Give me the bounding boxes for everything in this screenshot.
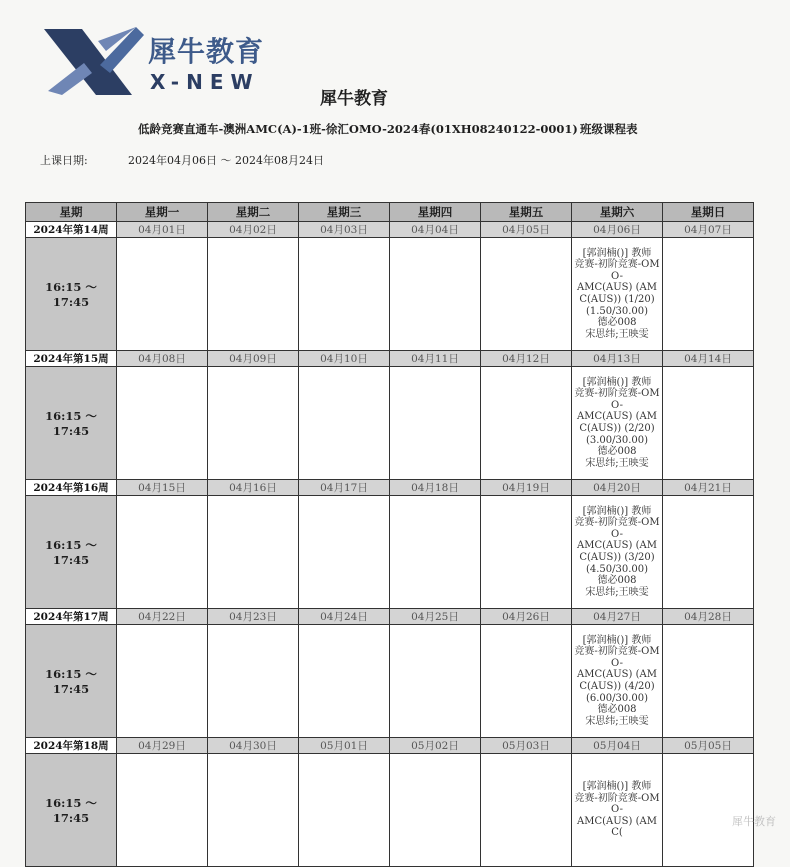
date-cell: 04月17日 xyxy=(299,480,390,496)
class-slot-row xyxy=(26,754,754,867)
empty-slot xyxy=(208,367,299,480)
empty-slot xyxy=(117,496,208,609)
date-cell: 04月09日 xyxy=(208,351,299,367)
time-slot: 16:15 ～ 17:45 xyxy=(26,238,117,351)
course-room: 德必008 xyxy=(597,446,637,458)
schedule-table xyxy=(25,202,754,867)
empty-slot xyxy=(663,496,754,609)
week-date-row xyxy=(26,351,754,367)
empty-slot xyxy=(117,238,208,351)
course-info xyxy=(572,635,662,728)
date-cell: 04月28日 xyxy=(663,609,754,625)
date-cell: 04月16日 xyxy=(208,480,299,496)
empty-slot xyxy=(481,496,572,609)
date-cell: 04月25日 xyxy=(390,609,481,625)
week-label: 2024年第16周 xyxy=(26,480,117,496)
course-line: 竞赛-初阶竞赛-OMO- xyxy=(574,517,660,540)
date-cell: 04月24日 xyxy=(299,609,390,625)
date-cell: 04月07日 xyxy=(663,222,754,238)
empty-slot xyxy=(390,625,481,738)
date-cell: 04月14日 xyxy=(663,351,754,367)
course-staff: 宋思纬;王映雯 xyxy=(585,457,649,469)
empty-slot xyxy=(208,238,299,351)
class-slot-row xyxy=(26,238,754,351)
week-label: 2024年第14周 xyxy=(26,222,117,238)
date-cell: 05月02日 xyxy=(390,738,481,754)
empty-slot xyxy=(390,367,481,480)
course-line: 竞赛-初阶竞赛-OMO- xyxy=(574,792,660,816)
date-cell: 05月03日 xyxy=(481,738,572,754)
time-slot: 16:15 ～ 17:45 xyxy=(26,754,117,867)
date-cell: 04月21日 xyxy=(663,480,754,496)
empty-slot xyxy=(299,496,390,609)
course-room: 德必008 xyxy=(597,317,637,329)
time-slot: 16:15 ～ 17:45 xyxy=(26,496,117,609)
class-slot-row xyxy=(26,496,754,609)
schedule-title: 班级课程表 xyxy=(580,122,638,136)
course-teacher: [郭润楠()] 教师 xyxy=(582,376,652,388)
empty-slot xyxy=(299,238,390,351)
empty-slot xyxy=(208,496,299,609)
course-cell[interactable] xyxy=(572,625,663,738)
course-info xyxy=(572,248,662,341)
course-line: AMC(AUS) (AMC(AUS)) (1/20)(1.50/30.00) xyxy=(577,282,657,317)
course-line: AMC(AUS) (AMC(AUS)) (2/20)(3.00/30.00) xyxy=(577,411,657,446)
course-teacher: [郭润楠()] 教师 xyxy=(582,634,652,646)
org-title: 犀牛教育 xyxy=(320,89,388,109)
date-cell: 04月18日 xyxy=(390,480,481,496)
header-cell: 星期六 xyxy=(572,203,663,222)
empty-slot xyxy=(299,754,390,867)
empty-slot xyxy=(663,238,754,351)
header-cell: 星期二 xyxy=(208,203,299,222)
course-info xyxy=(572,506,662,599)
empty-slot xyxy=(663,367,754,480)
course-cell[interactable] xyxy=(572,238,663,351)
course-info xyxy=(572,377,662,470)
logo-main-text: 犀牛教育 xyxy=(148,35,265,68)
date-cell: 04月12日 xyxy=(481,351,572,367)
empty-slot xyxy=(390,754,481,867)
week-date-row xyxy=(26,609,754,625)
x-new-logo-icon xyxy=(40,25,150,101)
empty-slot xyxy=(390,496,481,609)
date-cell: 04月13日 xyxy=(572,351,663,367)
empty-slot xyxy=(299,625,390,738)
header-cell: 星期三 xyxy=(299,203,390,222)
logo-sub-text: X-NEW xyxy=(150,70,260,94)
empty-slot xyxy=(390,238,481,351)
course-cell[interactable] xyxy=(572,496,663,609)
course-teacher: [郭润楠()] 教师 xyxy=(582,781,652,793)
date-cell: 04月05日 xyxy=(481,222,572,238)
date-cell: 05月01日 xyxy=(299,738,390,754)
date-cell: 04月30日 xyxy=(208,738,299,754)
header-cell: 星期五 xyxy=(481,203,572,222)
empty-slot xyxy=(208,625,299,738)
week-date-row xyxy=(26,738,754,754)
empty-slot xyxy=(481,367,572,480)
date-cell: 04月19日 xyxy=(481,480,572,496)
empty-slot xyxy=(299,367,390,480)
course-cell[interactable] xyxy=(572,754,663,867)
week-label: 2024年第17周 xyxy=(26,609,117,625)
empty-slot xyxy=(117,754,208,867)
empty-slot xyxy=(481,238,572,351)
course-line: AMC(AUS) (AMC(AUS)) (4/20)(6.00/30.00) xyxy=(577,669,657,704)
date-label: 上课日期: xyxy=(40,154,88,167)
header-cell: 星期一 xyxy=(117,203,208,222)
empty-slot xyxy=(481,754,572,867)
week-label: 2024年第15周 xyxy=(26,351,117,367)
course-line: AMC(AUS) (AMC( xyxy=(577,815,657,839)
time-slot: 16:15 ～ 17:45 xyxy=(26,625,117,738)
date-cell: 04月03日 xyxy=(299,222,390,238)
course-line: 竞赛-初阶竞赛-OMO- xyxy=(574,388,660,411)
date-cell: 04月04日 xyxy=(390,222,481,238)
date-cell: 04月20日 xyxy=(572,480,663,496)
course-cell[interactable] xyxy=(572,367,663,480)
course-staff: 宋思纬;王映雯 xyxy=(585,715,649,727)
empty-slot xyxy=(117,367,208,480)
course-info xyxy=(572,781,662,839)
course-room: 德必008 xyxy=(597,575,637,587)
date-cell: 04月11日 xyxy=(390,351,481,367)
course-line: 竞赛-初阶竞赛-OMO- xyxy=(574,646,660,669)
course-room: 德必008 xyxy=(597,704,637,716)
course-line: AMC(AUS) (AMC(AUS)) (3/20)(4.50/30.00) xyxy=(577,540,657,575)
watermark: 犀牛教育 xyxy=(732,815,776,828)
class-title: 低龄竞赛直通车-澳洲AMC(A)-1班-徐汇OMO-2024春(01XH08240122-0001) xyxy=(138,122,578,136)
empty-slot xyxy=(481,625,572,738)
date-cell: 04月02日 xyxy=(208,222,299,238)
course-staff: 宋思纬;王映雯 xyxy=(585,328,649,340)
date-cell: 04月10日 xyxy=(299,351,390,367)
header-cell: 星期四 xyxy=(390,203,481,222)
time-slot: 16:15 ～ 17:45 xyxy=(26,367,117,480)
date-cell: 05月04日 xyxy=(572,738,663,754)
class-slot-row xyxy=(26,367,754,480)
date-cell: 05月05日 xyxy=(663,738,754,754)
date-cell: 04月29日 xyxy=(117,738,208,754)
header-cell: 星期 xyxy=(26,203,117,222)
date-cell: 04月23日 xyxy=(208,609,299,625)
date-cell: 04月27日 xyxy=(572,609,663,625)
course-line: 竞赛-初阶竞赛-OMO- xyxy=(574,259,660,282)
date-cell: 04月06日 xyxy=(572,222,663,238)
date-cell: 04月01日 xyxy=(117,222,208,238)
course-staff: 宋思纬;王映雯 xyxy=(585,586,649,598)
class-slot-row xyxy=(26,625,754,738)
course-teacher: [郭润楠()] 教师 xyxy=(582,505,652,517)
date-cell: 04月15日 xyxy=(117,480,208,496)
empty-slot xyxy=(117,625,208,738)
header-row xyxy=(26,203,754,222)
week-date-row xyxy=(26,480,754,496)
date-range: 2024年04月06日 ～ 2024年08月24日 xyxy=(128,154,324,167)
week-date-row xyxy=(26,222,754,238)
header-cell: 星期日 xyxy=(663,203,754,222)
date-cell: 04月26日 xyxy=(481,609,572,625)
date-cell: 04月08日 xyxy=(117,351,208,367)
course-teacher: [郭润楠()] 教师 xyxy=(582,247,652,259)
empty-slot xyxy=(208,754,299,867)
empty-slot xyxy=(663,625,754,738)
week-label: 2024年第18周 xyxy=(26,738,117,754)
date-cell: 04月22日 xyxy=(117,609,208,625)
empty-slot xyxy=(663,754,754,867)
